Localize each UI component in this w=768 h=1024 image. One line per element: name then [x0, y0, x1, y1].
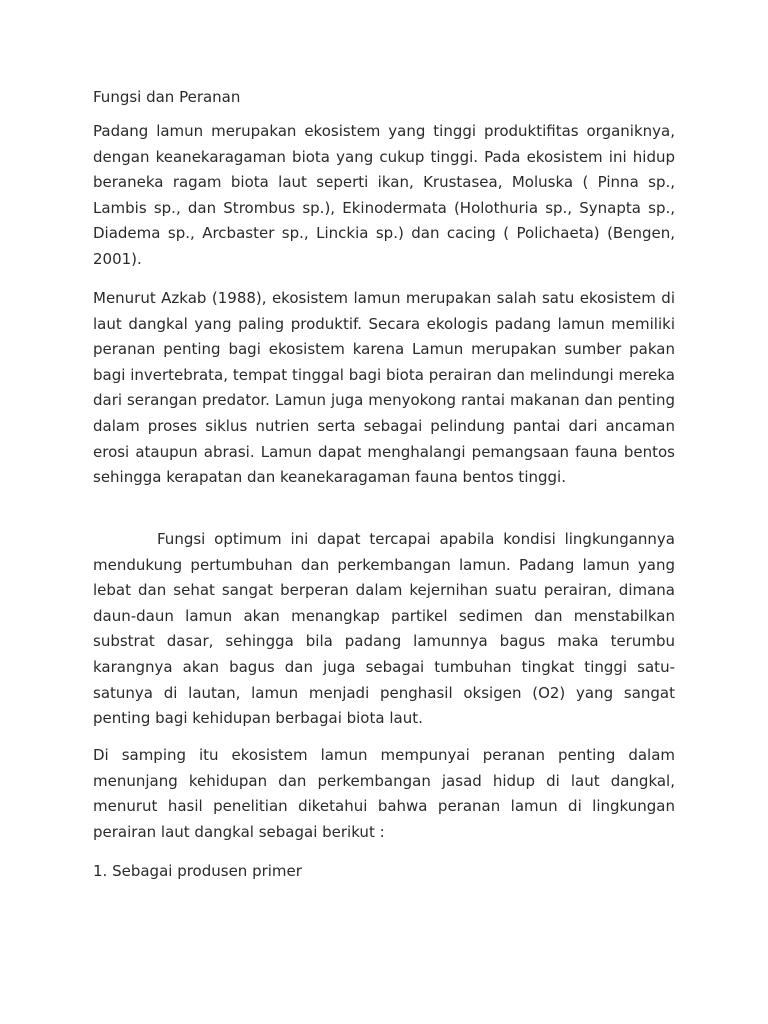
paragraph-1: Padang lamun merupakan ekosistem yang tinggi produktifitas organiknya, dengan keanekaragaman biota yang cukup tinggi. Pada ekosistem ini hidup beraneka ragam biota laut seperti ikan, Krustasea, Moluska ( Pinna sp., Lambis sp., dan Strombus sp.), Ekinodermata (Holothuria sp., Synapta sp., Diadema sp., Arcbaster sp., Linckia sp.) dan cacing ( Polichaeta) (Bengen, 2001).	[93, 122, 675, 268]
list-item: 1. Sebagai produsen primer	[93, 862, 302, 880]
paragraph-4: Di samping itu ekosistem lamun mempunyai peranan penting dalam menunjang kehidupan dan perkembangan jasad hidup di laut dangkal, menurut hasil penelitian diketahui bahwa peranan lamun di lingkungan perairan laut dangkal sebagai berikut :	[93, 746, 675, 841]
paragraph-3: Fungsi optimum ini dapat tercapai apabila kondisi lingkungannya mendukung pertumbuhan dan perkembangan lamun. Padang lamun yang lebat dan sehat sangat berperan dalam kejernihan suatu perairan, dimana daun-daun lamun akan menangkap partikel sedimen dan menstabilkan substrat dasar, sehingga bila padang lamunnya bagus maka terumbu karangnya akan bagus dan juga sebagai tumbuhan tingkat tinggi satu-satunya di lautan, lamun menjadi penghasil oksigen (O2) yang sangat penting bagi kehidupan berbagai biota laut.	[93, 530, 675, 728]
section-title: Fungsi dan Peranan	[93, 88, 241, 106]
paragraph-2: Menurut Azkab (1988), ekosistem lamun merupakan salah satu ekosistem di laut dangkal yang paling produktif. Secara ekologis padang lamun memiliki peranan penting bagi ekosistem karena Lamun merupakan sumber pakan bagi invertebrata, tempat tinggal bagi biota perairan dan melindungi mereka dari serangan predator. Lamun juga menyokong rantai makanan dan penting dalam proses siklus nutrien serta sebagai pelindung pantai dari ancaman erosi ataupun abrasi. Lamun dapat menghalangi pemangsaan fauna bentos sehingga kerapatan dan keanekaragaman fauna bentos tinggi.	[93, 289, 675, 487]
